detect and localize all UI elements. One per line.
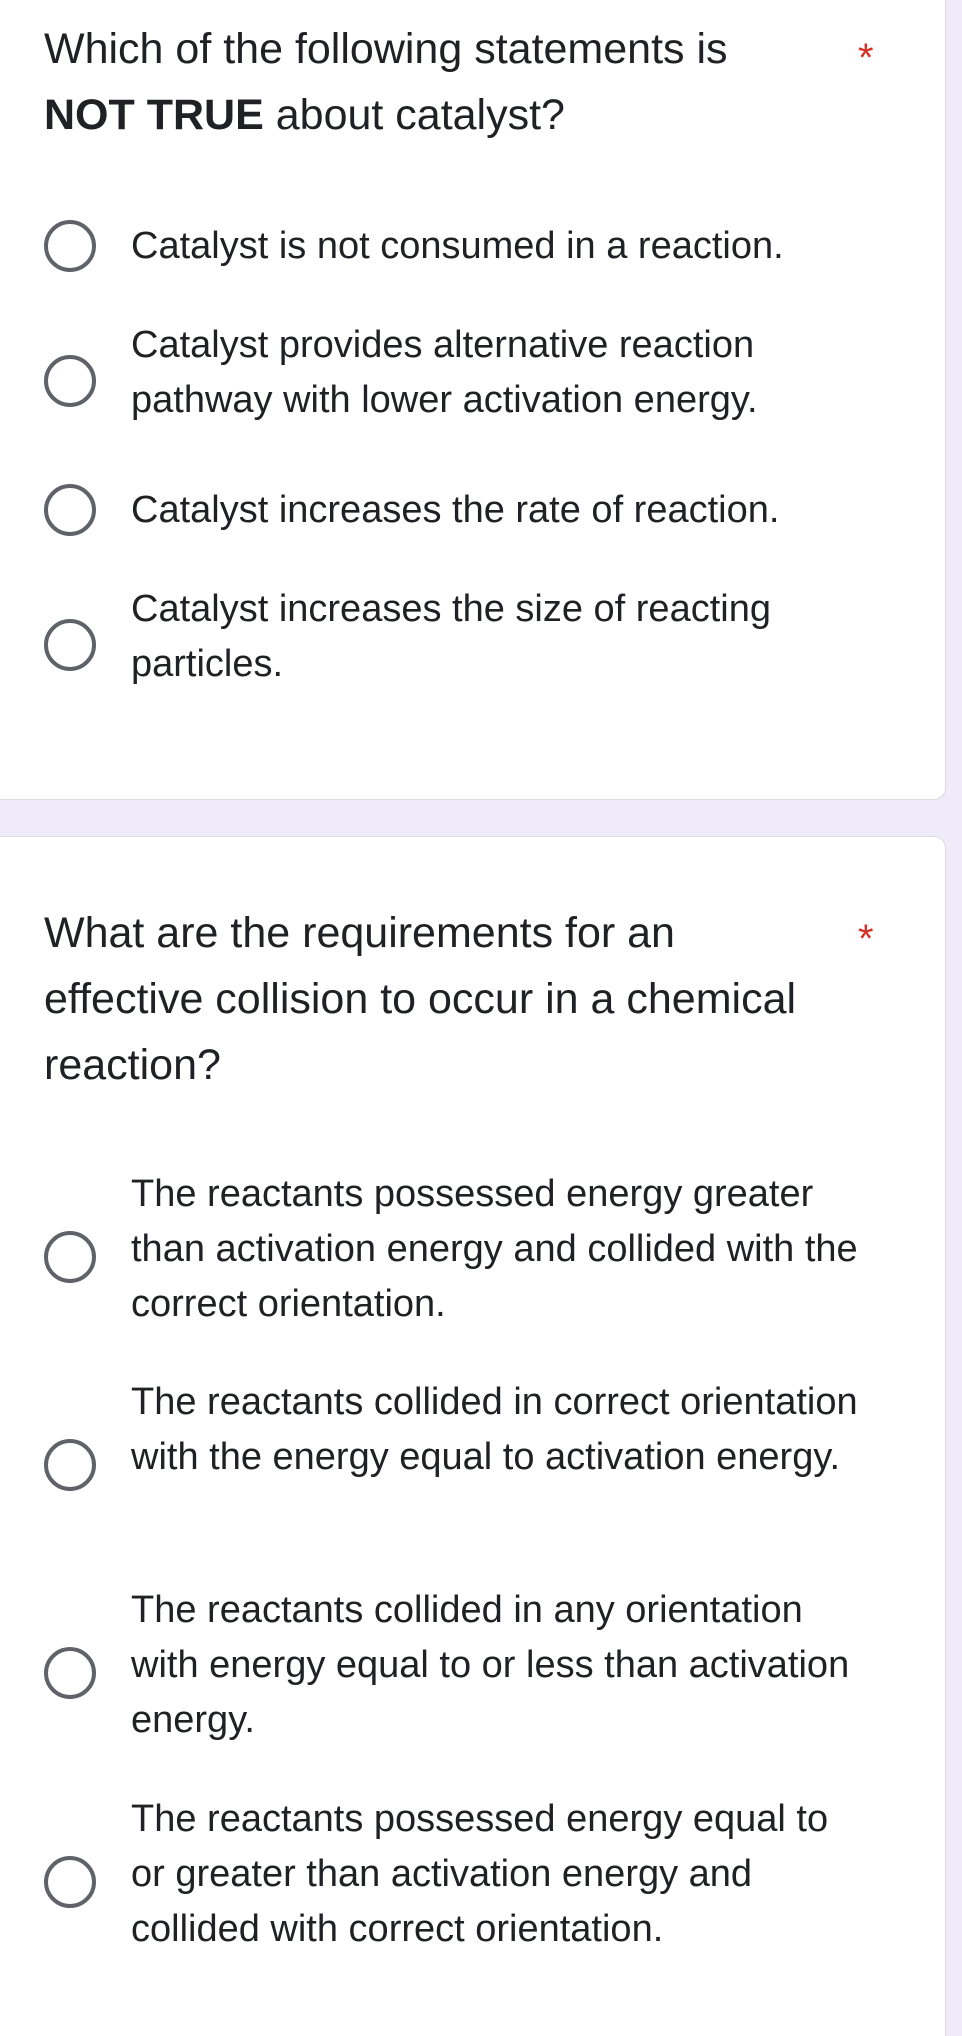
question-title-1	[44, 16, 844, 148]
question-1-prefix: Which of the following statements is	[44, 25, 728, 73]
required-asterisk: *	[858, 917, 874, 961]
option-label: The reactants collided in correct orientation with the energy equal to activation energy.	[131, 1381, 858, 1478]
option-label: Catalyst increases the rate of reaction.	[131, 489, 780, 531]
radio-button-icon[interactable]	[44, 1647, 96, 1699]
option-label: Catalyst provides alternative reaction pathway with lower activation energy.	[131, 324, 758, 421]
radio-button-icon[interactable]	[44, 1231, 96, 1283]
option-label: The reactants collided in any orientation with energy equal to or less than activation energy.	[131, 1589, 850, 1741]
question-1-suffix: about catalyst?	[275, 91, 565, 139]
radio-button-icon[interactable]	[44, 355, 96, 407]
radio-button-icon[interactable]	[44, 1439, 96, 1491]
option-label: The reactants possessed energy greater than activation energy and collided with the correct orientation.	[131, 1173, 858, 1325]
radio-button-icon[interactable]	[44, 220, 96, 272]
required-asterisk: *	[858, 36, 874, 80]
question-card-1	[0, 0, 946, 800]
radio-button-icon[interactable]	[44, 619, 96, 671]
question-title-2: What are the requirements for an effective collision to occur in a chemical reaction?	[44, 909, 797, 1089]
option-label: Catalyst increases the size of reacting particles.	[131, 588, 771, 685]
question-1-emphasis: NOT TRUE	[44, 91, 264, 139]
radio-button-icon[interactable]	[44, 1856, 96, 1908]
radio-button-icon[interactable]	[44, 484, 96, 536]
option-label: Catalyst is not consumed in a reaction.	[131, 225, 784, 267]
question-card-2	[0, 836, 946, 2036]
option-label: The reactants possessed energy equal to or greater than activation energy and collided with correct orientation.	[131, 1798, 829, 1950]
